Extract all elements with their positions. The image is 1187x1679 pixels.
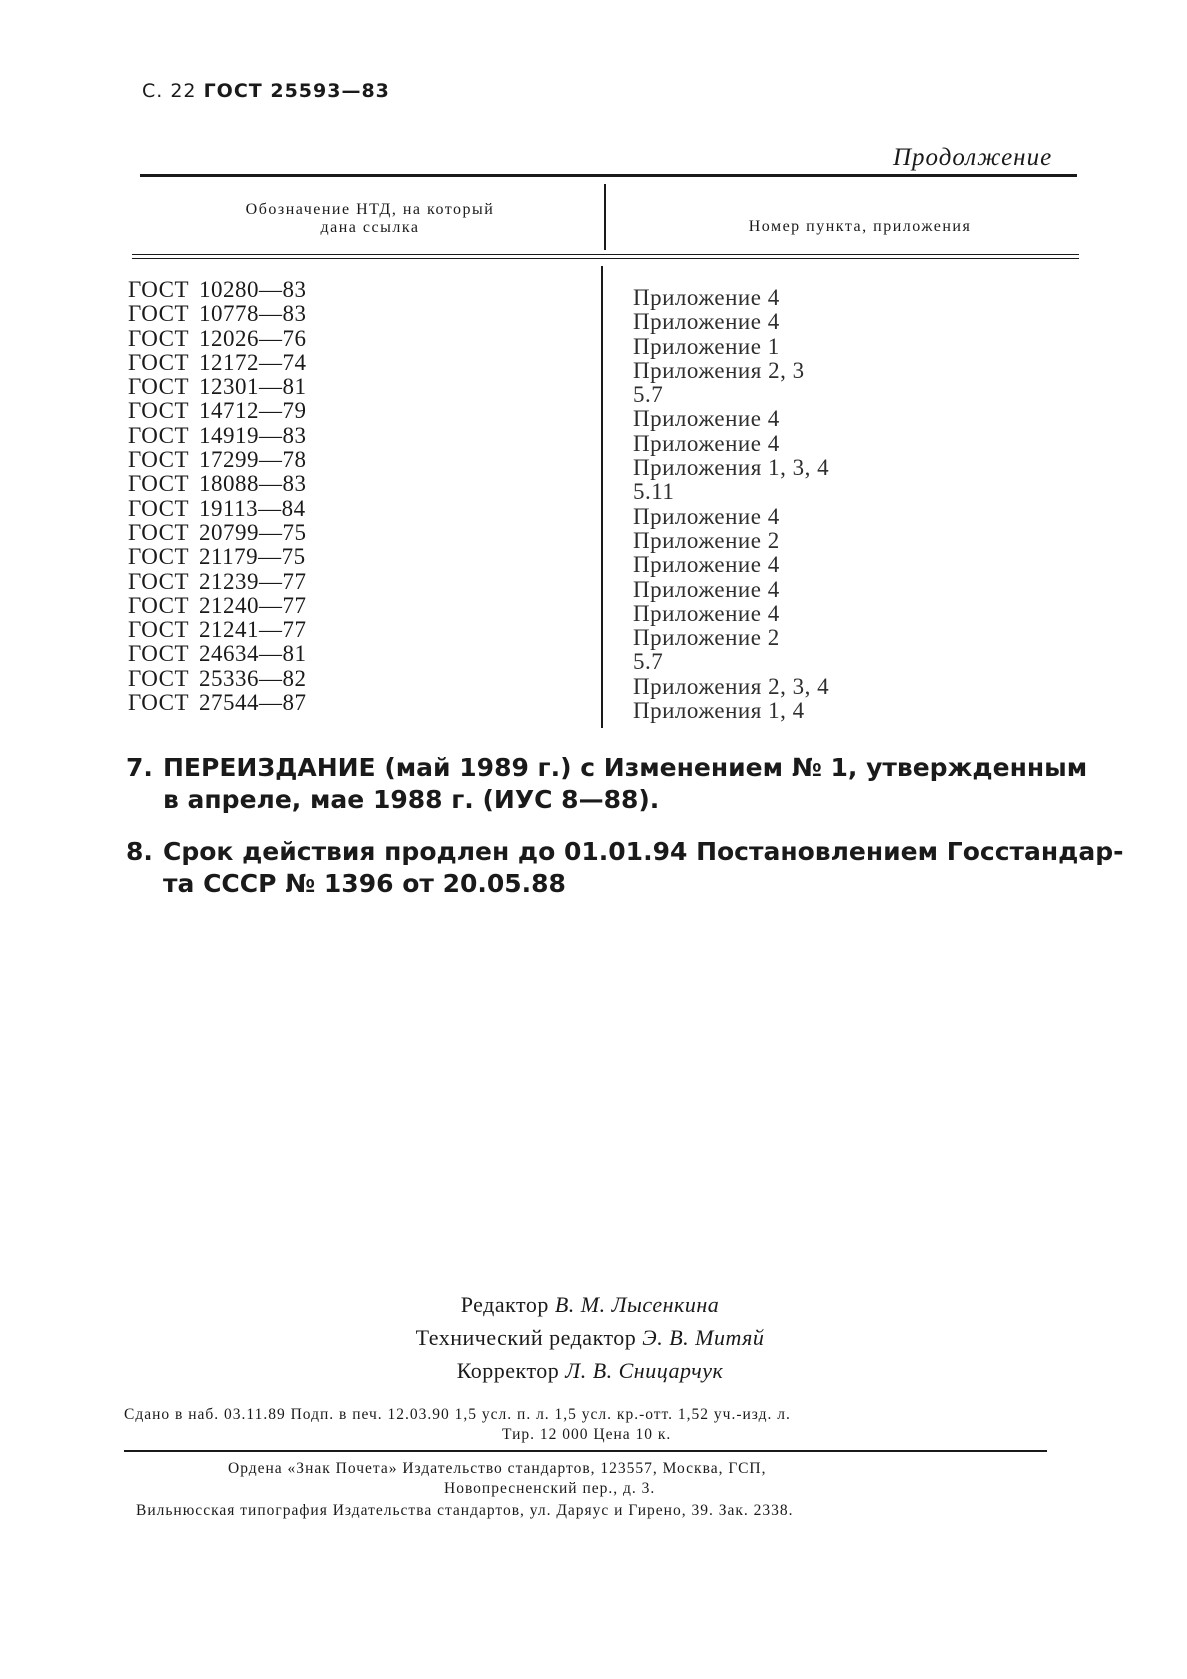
imprint-rule	[124, 1450, 1047, 1452]
list-item: Приложение 4	[633, 309, 780, 335]
note-text: ПЕРЕИЗДАНИЕ (май 1989 г.) с Изменением № 1, утвержденным	[163, 753, 1088, 782]
list-item: 5.7	[633, 649, 664, 675]
imprint-printer: Вильнюсская типография Издательства стандартов, ул. Даряус и Гирено, 39. Зак. 2338.	[136, 1502, 794, 1519]
list-item: ГОСТ 21240—77	[128, 592, 307, 618]
list-item: Приложение 4	[633, 552, 780, 578]
continuation-label: Продолжение	[893, 144, 1053, 171]
note-validity	[126, 836, 1123, 900]
list-item: Приложение 4	[633, 285, 780, 310]
list-item: Приложение 4	[633, 503, 780, 529]
list-item: ГОСТ 27544—87	[128, 690, 307, 716]
column-divider-header	[604, 184, 606, 250]
imprint-publisher: Ордена «Знак Почета» Издательство стандартов, 123557, Москва, ГСП,	[228, 1460, 767, 1477]
list-item: Приложение 4	[633, 406, 780, 432]
ntd-list	[128, 278, 588, 715]
credit-proofreader: Корректор Л. В. Сницарчук	[456, 1358, 724, 1383]
credit-editor: Редактор В. М. Лысенкина	[460, 1292, 720, 1317]
list-item: ГОСТ 21239—77	[128, 568, 307, 594]
list-item: 5.11	[633, 479, 675, 505]
list-item: ГОСТ 21241—77	[128, 617, 307, 643]
list-item: Приложения 1, 3, 4	[633, 455, 830, 481]
list-item: ГОСТ 14712—79	[128, 398, 307, 424]
note-text: Срок действия продлен до 01.01.94 Постановлением Госстандар-	[163, 837, 1124, 866]
column-header-ntd-line2: дана ссылка	[320, 219, 420, 236]
list-item: ГОСТ 12026—76	[128, 325, 307, 351]
list-item: Приложения 1, 4	[633, 698, 805, 724]
page-header	[142, 80, 390, 102]
note-number: 8.	[126, 837, 153, 866]
list-item: ГОСТ 14919—83	[128, 422, 307, 448]
list-item: ГОСТ 12172—74	[128, 349, 307, 375]
list-item: Приложение 2	[633, 527, 780, 553]
list-item: ГОСТ 24634—81	[128, 641, 307, 667]
list-item: Приложение 4	[633, 430, 780, 456]
column-header-ntd	[200, 201, 540, 237]
imprint-publisher-address: Новопресненский пер., д. 3.	[444, 1480, 656, 1497]
list-item: ГОСТ 12301—81	[128, 374, 307, 400]
list-item: Приложение 4	[633, 576, 780, 602]
list-item: ГОСТ 20799—75	[128, 519, 307, 545]
credit-technical-editor: Технический редактор Э. В. Митяй	[415, 1325, 765, 1350]
imprint-circulation: Тир. 12 000 Цена 10 к.	[502, 1426, 672, 1443]
list-item: ГОСТ 19113—84	[128, 495, 306, 521]
note-number: 7.	[126, 753, 153, 782]
list-item: ГОСТ 17299—78	[128, 447, 307, 473]
note-text-continued: та СССР № 1396 от 20.05.88	[163, 869, 566, 898]
reference-list	[633, 286, 1053, 723]
gost-code: ГОСТ 25593—83	[203, 80, 390, 102]
list-item: Приложения 2, 3	[633, 357, 805, 383]
note-reissue	[126, 752, 1087, 816]
page-label: С. 22	[142, 80, 197, 102]
list-item: Приложение 2	[633, 625, 780, 651]
header-rule-lower	[132, 258, 1079, 259]
list-item: ГОСТ 10778—83	[128, 301, 307, 327]
list-item: ГОСТ 18088—83	[128, 471, 307, 497]
note-text-continued: в апреле, мае 1988 г. (ИУС 8—88).	[163, 785, 660, 814]
list-item: Приложения 2, 3, 4	[633, 673, 830, 699]
column-header-reference: Номер пункта, приложения	[748, 218, 972, 235]
imprint-print-data: Сдано в наб. 03.11.89 Подп. в печ. 12.03.90 1,5 усл. п. л. 1,5 усл. кр.-отт. 1,52 уч.-изд. л.	[124, 1406, 791, 1423]
list-item: ГОСТ 25336—82	[128, 665, 307, 691]
editorial-credits	[380, 1288, 800, 1387]
table-top-rule	[140, 174, 1077, 177]
list-item: Приложение 1	[633, 333, 780, 359]
list-item: ГОСТ 10280—83	[128, 277, 307, 302]
list-item: Приложение 4	[633, 600, 780, 626]
header-rule-upper	[132, 254, 1079, 255]
column-header-ntd-line1: Обозначение НТД, на который	[245, 201, 495, 218]
list-item: 5.7	[633, 382, 664, 408]
column-divider-body	[601, 266, 603, 728]
list-item: ГОСТ 21179—75	[128, 544, 306, 570]
